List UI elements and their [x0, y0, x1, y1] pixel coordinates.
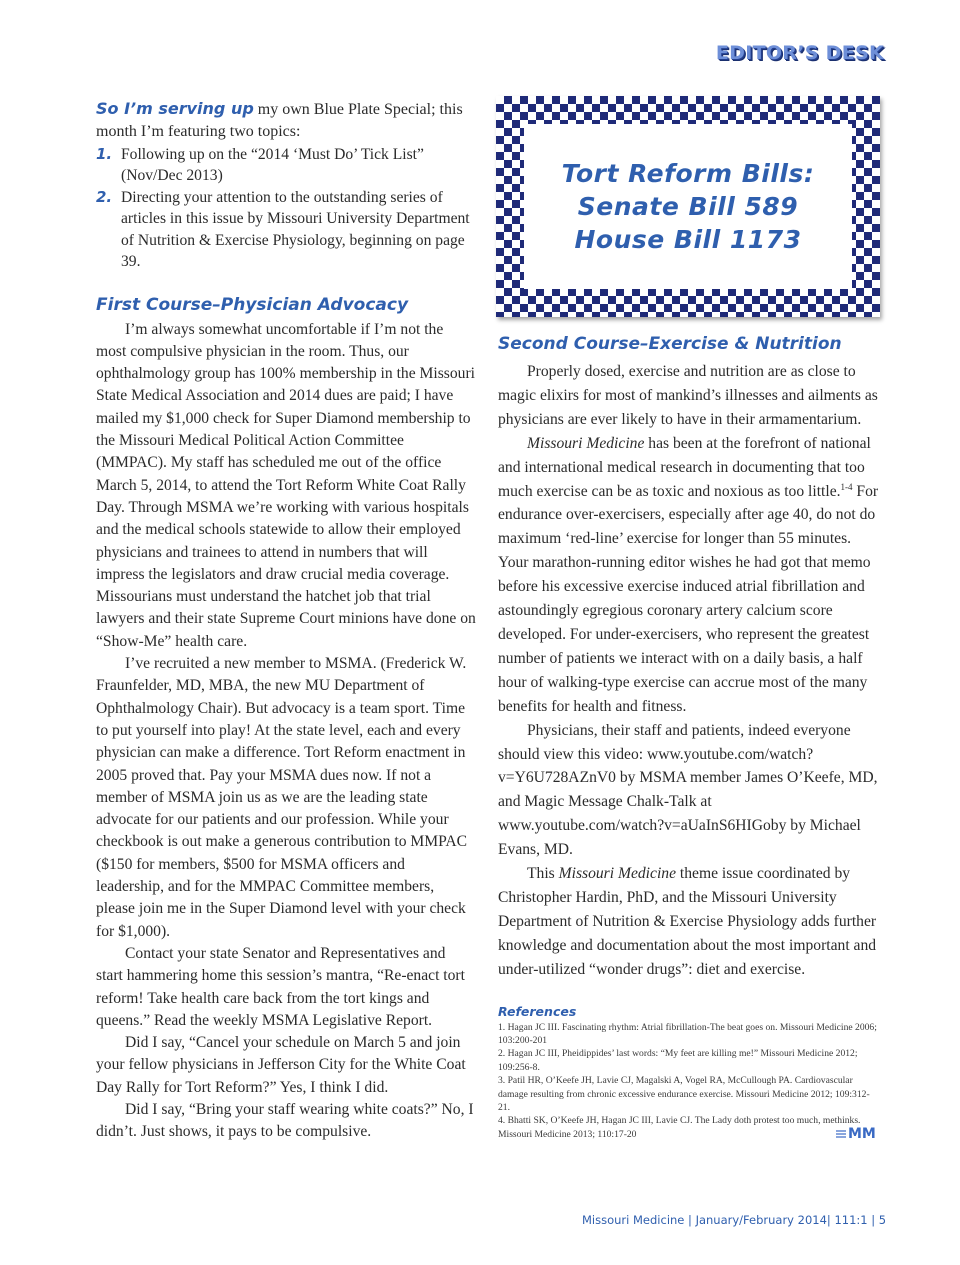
- topic-number: 1.: [96, 144, 113, 163]
- topic-item: [96, 187, 476, 273]
- references-section: [498, 1004, 880, 1142]
- logo-text: MM: [848, 1126, 876, 1142]
- reference-item: 1. Hagan JC III. Fascinating rhythm: Atrial fibrillation-The beat goes on. Missouri Medicine 2006; 103:200-201: [498, 1021, 877, 1046]
- callout-line: House Bill 1173: [574, 225, 802, 254]
- second-course-heading: Second Course–Exercise & Nutrition: [498, 334, 842, 354]
- topic-item: [96, 144, 476, 187]
- reference-item: 4. Bhatti SK, O’Keefe JH, Hagan JC III, Lavie CJ. The Lady doth protest too much, methinks. Missouri Medicine 2013; 110:17-20: [498, 1115, 861, 1140]
- intro-lead-script: So I’m serving up: [96, 99, 254, 118]
- citation-superscript: 1-4: [840, 481, 853, 492]
- body-paragraph: Contact your state Senator and Representatives and start hammering home this session’s mantra, “Re-enact tort reform! Take health care back from the tort kings and queens.” Read the weekly MSMA Legislative Report.: [96, 944, 465, 1029]
- journal-name: Missouri Medicine: [558, 865, 676, 883]
- section-tag: EDITOR’S DESK: [715, 42, 884, 64]
- left-column: [96, 98, 476, 1144]
- reference-item: 2. Hagan JC III, Pheidippides’ last words: “My feet are killing me!” Missouri Medicine 2012; 109:256-8.: [498, 1048, 858, 1073]
- callout-line: Tort Reform Bills:: [561, 159, 815, 188]
- journal-name: Missouri Medicine: [527, 434, 645, 452]
- first-course-heading: First Course–Physician Advocacy: [96, 294, 409, 315]
- topic-text: Directing your attention to the outstanding series of articles in this issue by Missouri University Department of Nutrition & Exercise Physiology, beginning on page 39.: [121, 188, 470, 271]
- mm-logo: [836, 1126, 876, 1142]
- page-footer: Missouri Medicine | January/February 2014| 111:1 | 5: [582, 1213, 887, 1227]
- intro-paragraph: [96, 98, 476, 144]
- topics-list: [96, 144, 476, 273]
- tort-reform-callout: [496, 96, 880, 317]
- body-paragraph: I’m always somewhat uncomfortable if I’m not the most compulsive physician in the room. Thus, our ophthalmology group has 100% membership in the Missouri State Medical Association and 2014 dues are paid; I have mailed my $1,000 check for Super Diamond membership to the Missouri Medical Political Action Committee (MMPAC). My staff has scheduled me out of the office March 5, 2014, to attend the Tort Reform White Coat Rally Day. Through MSMA we’re working with various hospitals and the medical schools statewide to allow their employed physicians and trainees to attend in numbers that will impress the legislators and draw crucial media coverage. Missourians must understand the hatchet job that trial lawyers and their state Supreme Court minions have done on “Show-Me” health care.: [96, 320, 476, 650]
- callout-line: Senate Bill 589: [577, 192, 799, 221]
- body-paragraph: Physicians, their staff and patients, indeed everyone should view this video: www.youtube.com/watch?v=Y6U728AZnV0 by MSMA member James O’Keefe, MD, and Magic Message Chalk-Talk at www.youtube.com/watch?v=aUaInS6HIGoby by Michael Evans, MD.: [498, 721, 878, 859]
- body-paragraph: I’ve recruited a new member to MSMA. (Frederick W. Fraunfelder, MD, MBA, the new MU Department of Ophthalmology Chair). But advocacy is a team sport. Time to put yourself into play! At the state level, each and every physician can make a difference. Tort Reform enactment in 2005 proved that. Pay your MSMA dues now. If not a member of MSMA join us as we are the leading state advocate for our patients and our profession. While your checkbook is out make a generous contribution to MMPAC ($150 for members, $500 for MSMA officers and leadership, and for the MMPAC Committee members, please join me in the Super Diamond level with your check for $1,000).: [96, 655, 468, 940]
- body-paragraph: Did I say, “Cancel your schedule on March 5 and join your fellow physicians in Jefferson City for the White Coat Day Rally for Tort Reform?” Yes, I think I did.: [96, 1034, 466, 1096]
- reference-item: 3. Patil HR, O’Keefe JH, Lavie CJ, Magalski A, Vogel RA, McCullough PA. Cardiovascular damage resulting from chronic excessive endurance exercise. Missouri Medicine 2012; 109:312-21.: [498, 1075, 870, 1113]
- paragraph-text: For endurance over-exercisers, especially after age 40, do not do maximum ‘red-line’ exercise for longer than 55 minutes. Your marathon-running editor wishes he had got that memo before his excessive exercise induced atrial fibrillation and astoundingly egregious coronary artery calcium score developed. For under-exercisers, who represent the greatest number of patients we interact with on a daily basis, a half hour of walking-type exercise can accrue most of the many benefits for health and fitness.: [498, 482, 879, 715]
- paragraph-text: has been at the forefront of national and international medical research in documenting that too much exercise can be as toxic and noxious as too little.: [498, 434, 871, 500]
- body-paragraph: [498, 432, 880, 719]
- body-paragraph: Did I say, “Bring your staff wearing white coats?” No, I didn’t. Just shows, it pays to be compulsive.: [96, 1100, 474, 1141]
- paragraph-text: theme issue coordinated by Christopher Hardin, PhD, and the Missouri University Department of Nutrition & Exercise Physiology adds further knowledge and documentation about the most important and under-utilized “wonder drugs”: diet and exercise.: [498, 865, 877, 978]
- body-paragraph: [498, 862, 880, 982]
- right-column: [498, 334, 880, 1141]
- topic-number: 2.: [96, 187, 113, 206]
- intro-lead-text: my own Blue Plate Special; this month I’m featuring two topics:: [96, 101, 463, 141]
- references-title: References: [498, 1003, 577, 1019]
- topic-text: Following up on the “2014 ‘Must Do’ Tick List” (Nov/Dec 2013): [121, 145, 424, 185]
- paragraph-text: This: [527, 865, 559, 883]
- body-paragraph: Properly dosed, exercise and nutrition are as close to magic elixirs for most of mankind’s illnesses and ailments as physicians are ever likely to have in their armamentarium.: [498, 363, 878, 428]
- logo-bars-icon: [836, 1130, 846, 1139]
- callout-inner: [524, 124, 852, 289]
